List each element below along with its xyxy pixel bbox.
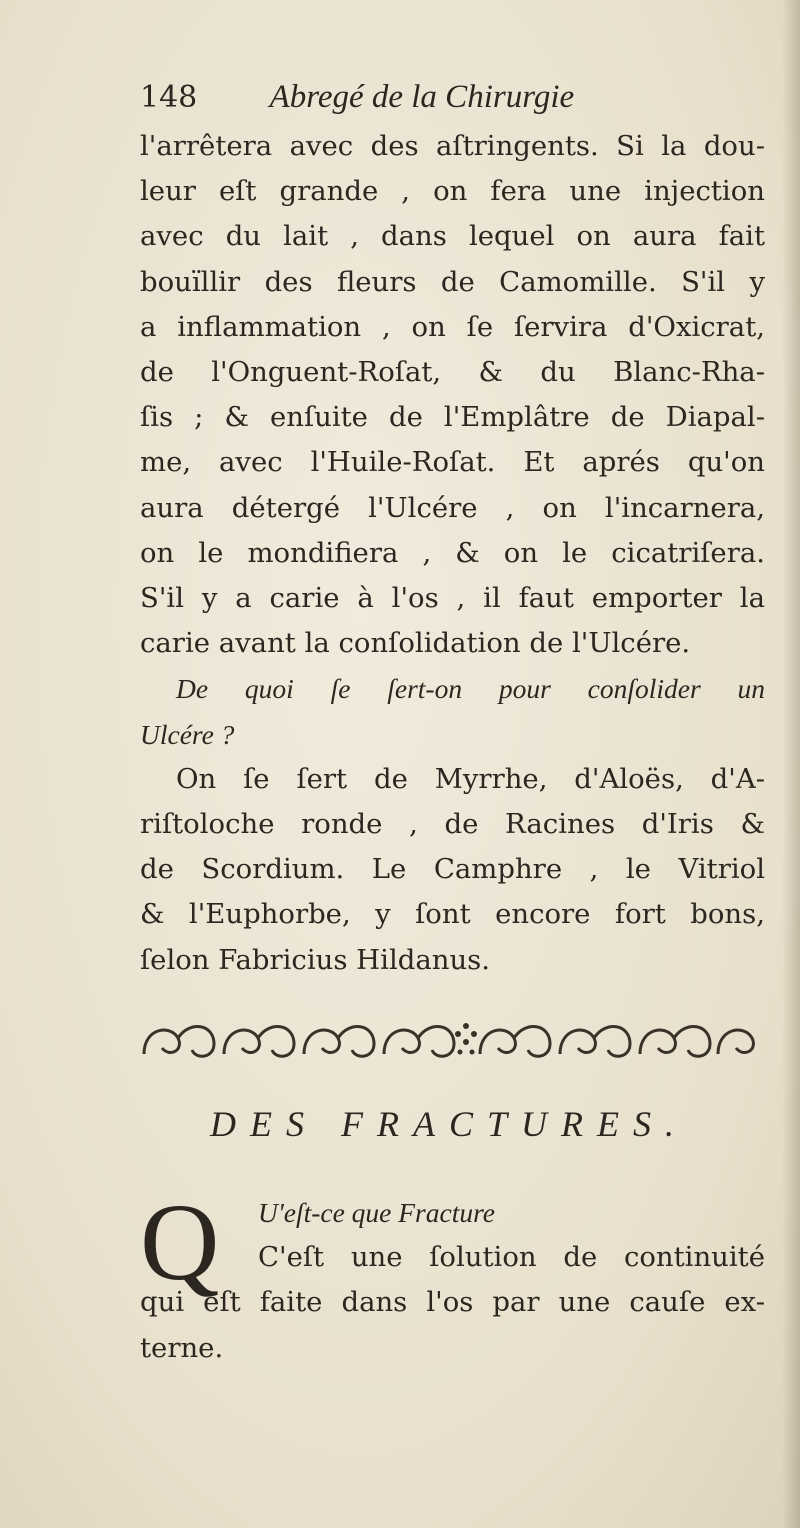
text-line: on le mondifiera , & on le cicatriſera. — [140, 536, 765, 569]
section-title: DES FRACTURES. — [210, 1104, 688, 1144]
text-line: & l'Euphorbe, y ſont encore fort bons, — [140, 898, 765, 931]
text-line: terne. — [140, 1331, 224, 1364]
paragraph — [140, 124, 765, 666]
question-line: Ulcére ? — [140, 718, 235, 750]
running-title: Abregé de la Chirurgie — [269, 79, 575, 115]
text-line: me, avec l'Huile-Roſat. Et aprés qu'on — [140, 446, 765, 479]
answer-paragraph — [140, 757, 765, 983]
decorative-ornament-band — [140, 1010, 765, 1066]
text-line: leur eſt grande , on fera une injection — [140, 175, 765, 208]
question-line: De quoi ſe ſert-on pour conſolider un — [176, 673, 765, 705]
question-title: U'eſt-ce que Fracture — [258, 1197, 495, 1228]
text-line: a inflammation , on ſe ſervira d'Oxicrat, — [140, 310, 765, 343]
text-line: carie avant la conſolidation de l'Ulcére. — [140, 627, 691, 660]
main-text — [140, 70, 765, 983]
text-line: l'arrêtera avec des aſtringents. Si la dou- — [140, 130, 765, 162]
page-number: 148 — [140, 80, 198, 115]
text-line: avec du lait , dans lequel on aura fait — [140, 220, 765, 253]
text-line: ſelon Fabricius Hildanus. — [140, 943, 491, 976]
text-line: bouïllir des fleurs de Camomille. S'il y — [140, 265, 765, 298]
text-line: On ſe ſert de Myrrhe, d'Aloës, d'A- — [176, 762, 765, 795]
fracture-section — [140, 1181, 765, 1371]
text-line: riſtoloche ronde , de Racines d'Iris & — [140, 808, 765, 841]
text-line: ſis ; & enſuite de l'Emplâtre de Diapal- — [140, 401, 765, 434]
text-line: qui eſt faite dans l'os par une cauſe ex- — [140, 1286, 765, 1319]
drop-cap: Q — [140, 1181, 220, 1303]
text-line: de Scordium. Le Camphre , le Vitriol — [140, 853, 765, 886]
page-header — [140, 70, 765, 124]
text-line: aura détergé l'Ulcére , on l'incarnera, — [140, 491, 765, 524]
text-line: C'eſt une ſolution de continuité — [258, 1241, 765, 1274]
question — [140, 666, 765, 756]
text-line: de l'Onguent-Roſat, & du Blanc-Rha- — [140, 356, 765, 389]
text-line: S'il y a carie à l'os , il faut emporter la — [140, 582, 765, 615]
